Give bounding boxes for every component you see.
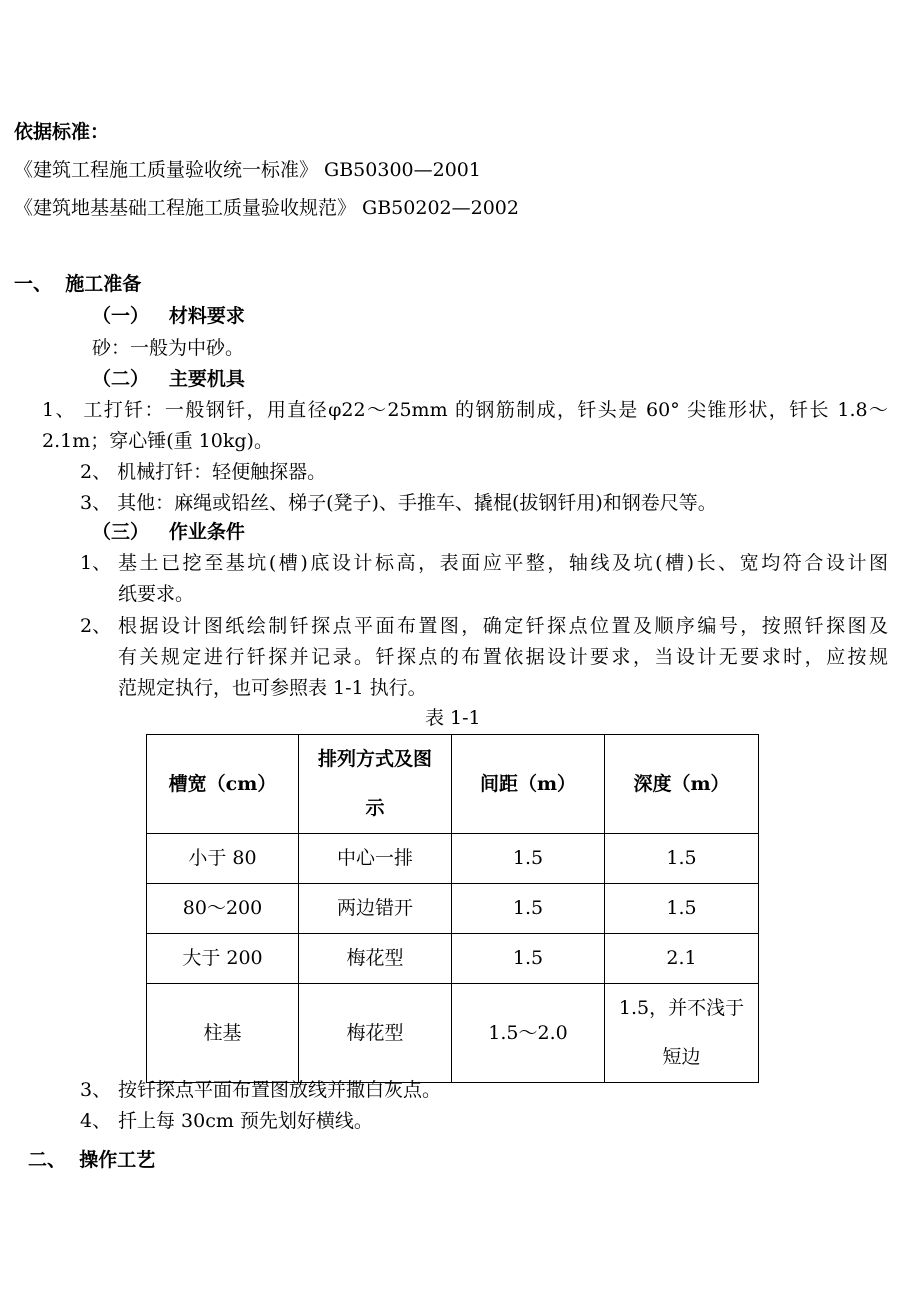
condition-2-line2: 有关规定进行钎探并记录。钎探点的布置依据设计要求，当设计无要求时，应按规 <box>118 646 888 668</box>
cell-spacing: 1.5 <box>452 834 605 884</box>
header-depth: 深度（m） <box>605 735 759 834</box>
section1-title: 一、 施工准备 <box>14 273 142 295</box>
cell-arrangement: 梅花型 <box>299 984 452 1083</box>
cell-depth: 1.5 <box>605 884 759 934</box>
cell-spacing: 1.5 <box>452 934 605 984</box>
table-row <box>147 934 759 984</box>
cell-width: 大于 200 <box>147 934 299 984</box>
table-row <box>147 834 759 884</box>
basis-heading: 依据标准： <box>14 121 110 143</box>
condition-1-line1: 基土已挖至基坑(槽)底设计标高，表面应平整，轴线及坑(槽)长、宽均符合设计图 <box>118 552 888 574</box>
sub2-title: （二） 主要机具 <box>92 368 245 390</box>
sub3-title: （三） 作业条件 <box>92 521 245 543</box>
standard-1: 《建筑工程施工质量验收统一标准》 GB50300—2001 <box>14 159 481 181</box>
section2-title: 二、 操作工艺 <box>28 1149 156 1171</box>
tool-item-3: 3、 其他：麻绳或铅丝、梯子(凳子)、手推车、撬棍(拔钢钎用)和钢卷尺等。 <box>80 492 717 514</box>
cell-arrangement: 梅花型 <box>299 934 452 984</box>
condition-2-line3: 范规定执行，也可参照表 1-1 执行。 <box>118 677 427 699</box>
cell-width: 小于 80 <box>147 834 299 884</box>
condition-1-line2: 纸要求。 <box>118 583 195 605</box>
header-arrangement-line1: 排列方式及图 <box>317 748 432 770</box>
condition-1-number: 1、 <box>80 552 112 574</box>
condition-4: 扦上每 30cm 预先划好横线。 <box>118 1110 373 1132</box>
condition-2-number: 2、 <box>80 615 112 637</box>
cell-depth: 2.1 <box>605 934 759 984</box>
standard-2: 《建筑地基基础工程施工质量验收规范》 GB50202—2002 <box>14 197 519 219</box>
condition-3-number: 3、 <box>80 1079 112 1101</box>
cell-depth: 1.5 <box>605 834 759 884</box>
cell-spacing: 1.5～2.0 <box>452 984 605 1083</box>
header-trench-width: 槽宽（cm） <box>147 735 299 834</box>
cell-width: 80～200 <box>147 884 299 934</box>
cell-arrangement: 两边错开 <box>299 884 452 934</box>
table-row <box>147 884 759 934</box>
cell-spacing: 1.5 <box>452 884 605 934</box>
cell-width: 柱基 <box>147 984 299 1083</box>
cell-depth <box>605 984 759 1083</box>
header-spacing: 间距（m） <box>452 735 605 834</box>
tool-item-1-line2: 2.1m；穿心锤(重 10kg)。 <box>42 430 273 452</box>
header-arrangement <box>299 735 452 834</box>
probe-spacing-table <box>146 734 759 1083</box>
table-row <box>147 984 759 1083</box>
cell-depth-line1: 1.5，并不浅于 <box>618 997 745 1019</box>
table-header-row <box>147 735 759 834</box>
sub1-text: 砂：一般为中砂。 <box>92 337 245 359</box>
table-caption: 表 1-1 <box>425 707 481 729</box>
condition-2-line1: 根据设计图纸绘制钎探点平面布置图，确定钎探点位置及顺序编号，按照钎探图及 <box>118 615 888 637</box>
header-arrangement-line2: 示 <box>365 797 385 819</box>
cell-arrangement: 中心一排 <box>299 834 452 884</box>
condition-3: 按钎探点平面布置图放线并撒白灰点。 <box>118 1079 442 1101</box>
tool-item-2: 2、 机械打钎：轻便触探器。 <box>80 461 327 483</box>
condition-4-number: 4、 <box>80 1110 112 1132</box>
cell-depth-line2: 短边 <box>662 1046 701 1068</box>
tool-item-1-line1: 1、 工打钎：一般钢钎，用直径φ22～25mm 的钢筋制成，钎头是 60° 尖锥形状，钎长 1.8～ <box>42 399 888 421</box>
sub1-title: （一） 材料要求 <box>92 305 245 327</box>
